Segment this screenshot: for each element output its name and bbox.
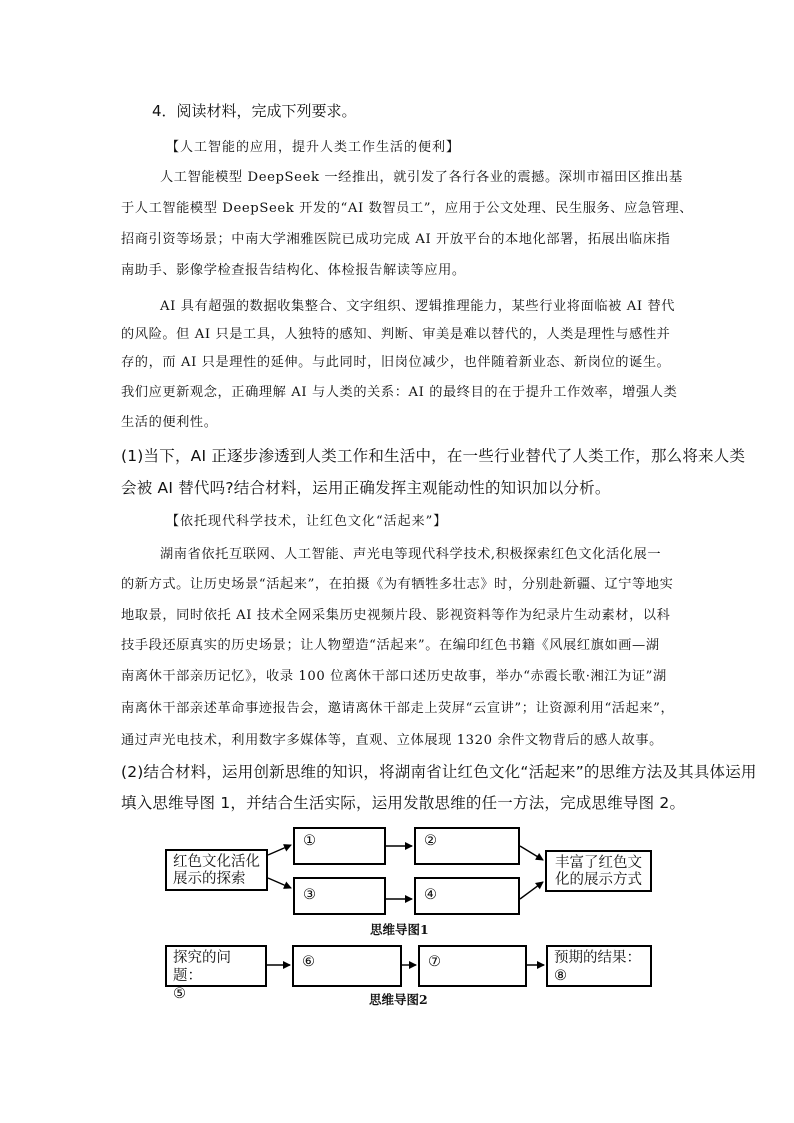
section1-para2-line: 我们应更新观念，正确理解 AI 与人类的关系：AI 的最终目的在于提升工作效率，增强人类 — [121, 385, 678, 400]
placeholder-8: ⑧ — [554, 968, 567, 984]
section2-para-line: 地取景，同时依托 AI 技术全网采集历史视频片段、影视资料等作为纪录片生动素材，以科 — [121, 608, 671, 623]
arrow-left-to-box1 — [268, 845, 291, 855]
section1-para1-line: 于人工智能模型 DeepSeek 开发的“AI 数智员工”，应用于公文处理、民生服务、应急管理、 — [121, 201, 694, 216]
placeholder-7: ⑦ — [428, 954, 441, 970]
placeholder-5: ⑤ — [173, 986, 186, 1002]
mindmap1-result-line: 化的展示方式 — [555, 872, 642, 888]
section1-para2-line: 生活的便利性。 — [121, 415, 218, 430]
placeholder-3: ③ — [303, 887, 316, 903]
mindmap1-box-2 — [414, 827, 520, 865]
section1-para1-line: 南助手、影像学检查报告结构化、体检报告解读等应用。 — [121, 263, 466, 278]
placeholder-4: ④ — [424, 887, 437, 903]
section1-para2-line: 存的，而 AI 只是理性的延伸。与此同时，旧岗位减少，也伴随着新业态、新岗位的诞生。 — [121, 355, 671, 370]
section2-heading: 【依托现代科学技术，让红色文化“活起来”】 — [166, 514, 448, 529]
mindmap1-box-3 — [293, 877, 386, 915]
arrow-left-to-box3 — [268, 878, 291, 888]
mindmap1-box-4 — [414, 877, 520, 915]
mindmap1-result-box — [545, 850, 652, 892]
subquestion-2-line: (2)结合材料，运用创新思维的知识，将湖南省让红色文化“活起来”的思维方法及其具体运用 — [121, 763, 757, 781]
mindmap2-caption: 思维导图2 — [369, 992, 428, 1007]
placeholder-2: ② — [424, 833, 437, 849]
mindmap1-start-box — [165, 849, 268, 891]
section1-para2-line: AI 具有超强的数据收集整合、文字组织、逻辑推理能力，某些行业将面临被 AI 替代 — [160, 299, 676, 314]
mindmap2-box-6 — [292, 945, 402, 987]
mindmap2-problem-box — [165, 945, 267, 1002]
mindmap1-box-1 — [293, 827, 386, 865]
question-title: 4．阅读材料，完成下列要求。 — [152, 102, 357, 120]
section1-para1-line: 招商引资等场景；中南大学湘雅医院已成功完成 AI 开放平台的本地化部署，拓展出临床指 — [121, 232, 671, 247]
mindmap1-result-line: 丰富了红色文 — [555, 855, 642, 871]
section2-para-line: 南离休干部亲历记忆》，收录 100 位离休干部口述历史故事，举办“赤霞长歌·湘江为证”湖 — [121, 669, 667, 684]
mindmap1-caption: 思维导图1 — [370, 922, 429, 937]
placeholder-1: ① — [303, 833, 316, 849]
mindmap1-start-line: 展示的探索 — [173, 871, 246, 887]
arrow-box2-to-right — [520, 846, 543, 860]
section2-para-line: 南离休干部亲述革命事迹报告会，邀请离休干部走上荧屏“云宣讲”；让资源利用“活起来”， — [121, 701, 675, 716]
section2-para-line: 技手段还原真实的历史场景；让人物塑造“活起来”。在编印红色书籍《风展红旗如画—湖 — [121, 638, 660, 653]
placeholder-6: ⑥ — [302, 954, 315, 970]
mindmap2-problem-label: 探究的问题： — [173, 950, 231, 984]
mindmap2-result-box — [546, 945, 652, 987]
subquestion-2-line: 填入思维导图 1，并结合生活实际，运用发散思维的任一方法，完成思维导图 2。 — [121, 794, 686, 812]
mindmap2-result-label: 预期的结果： — [554, 950, 641, 966]
subquestion-1-line: (1)当下，AI 正逐步渗透到人类工作和生活中，在一些行业替代了人类工作，那么将来人类 — [121, 447, 746, 465]
section2-para-line: 湖南省依托互联网、人工智能、声光电等现代科学技术,积极探索红色文化活化展一 — [160, 547, 662, 562]
section1-para1-line: 人工智能模型 DeepSeek 一经推出，就引发了各行各业的震撼。深圳市福田区推出基 — [160, 170, 683, 185]
section1-para2-line: 的风险。但 AI 只是工具，人独特的感知、判断、审美是难以替代的，人类是理性与感性并 — [121, 327, 671, 342]
subquestion-1-line: 会被 AI 替代吗?结合材料，运用正确发挥主观能动性的知识加以分析。 — [121, 479, 611, 497]
mindmap1-start-line: 红色文化活化 — [173, 854, 260, 870]
arrow-box4-to-right — [520, 882, 543, 899]
mindmap2-box-7 — [418, 945, 527, 987]
section2-para-line: 通过声光电技术，利用数字多媒体等，直观、立体展现 1320 余件文物背后的感人故事。 — [121, 733, 663, 748]
section2-para-line: 的新方式。让历史场景“活起来”，在拍摄《为有牺牲多壮志》时，分别赴新疆、辽宁等地实 — [121, 577, 674, 592]
section1-heading: 【人工智能的应用，提升人类工作生活的便利】 — [166, 140, 461, 155]
